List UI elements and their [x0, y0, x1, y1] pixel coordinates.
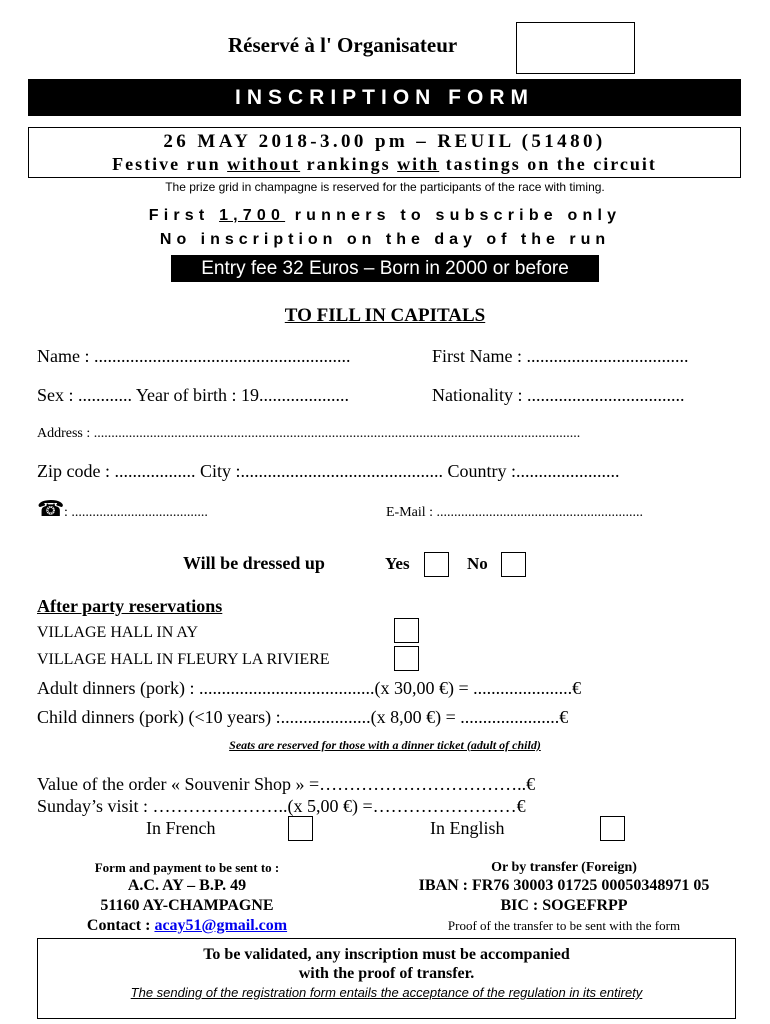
phone-field[interactable]: : ....................................... — [64, 505, 208, 520]
organizer-box — [516, 22, 635, 74]
reserved-title: Réservé à l' Organisateur — [228, 33, 458, 57]
nationality-field[interactable]: Nationality : ................................... — [432, 385, 685, 405]
after-party-title: After party reservations — [37, 596, 223, 616]
child-dinners-field[interactable]: Child dinners (pork) (<10 years) :....................(x 8,00 €) = ......................€ — [37, 707, 569, 727]
prize-note: The prize grid in champagne is reserved for the participants of the race with timing. — [165, 180, 605, 194]
no-label: No — [467, 554, 488, 573]
sex-birth-field[interactable]: Sex : ............ Year of birth : 19.................... — [37, 385, 349, 405]
yes-label: Yes — [385, 554, 410, 573]
festive-text-3: tastings on the circuit — [439, 154, 657, 174]
first-name-field[interactable]: First Name : .................................... — [432, 346, 689, 366]
validation-box — [37, 938, 736, 1019]
hall-fleury-checkbox[interactable] — [394, 646, 419, 671]
english-checkbox[interactable] — [600, 816, 625, 841]
name-field[interactable]: Name : ......................................................... — [37, 346, 351, 366]
entry-fee-banner: Entry fee 32 Euros – Born in 2000 or before — [171, 255, 599, 282]
hall-fleury-label: VILLAGE HALL IN FLEURY LA RIVIERE — [37, 651, 330, 668]
hall-ay-checkbox[interactable] — [394, 618, 419, 643]
event-info-box — [28, 127, 741, 178]
contact-email-link[interactable]: acay51@gmail.com — [154, 917, 288, 934]
first-text-1: First — [148, 207, 220, 224]
festive-text-2: rankings — [300, 154, 398, 174]
first-runners — [0, 207, 770, 225]
validation-line-2: with the proof of transfer. — [298, 965, 475, 982]
postal-address-1: A.C. AY – B.P. 49 — [127, 877, 247, 894]
souvenir-shop-field[interactable]: Value of the order « Souvenir Shop » =……………………………..€ — [37, 774, 536, 794]
form-banner: INSCRIPTION FORM — [28, 79, 741, 116]
no-checkbox[interactable] — [501, 552, 526, 577]
iban: IBAN : FR76 30003 01725 00050348971 05 — [418, 877, 710, 894]
phone-icon: ☎ — [37, 496, 65, 521]
english-label: In English — [430, 818, 505, 838]
contact-label: Contact : — [86, 917, 155, 934]
seats-note: Seats are reserved for those with a dinner ticket (adult of child) — [229, 738, 541, 752]
proof-note: Proof of the transfer to be sent with the form — [447, 918, 681, 933]
address-field[interactable]: Address : ........................................................................................................................................... — [37, 426, 581, 441]
transfer-label: Or by transfer (Foreign) — [491, 860, 637, 875]
postal-address-2: 51160 AY-CHAMPAGNE — [100, 897, 274, 914]
festive-with: with — [397, 154, 440, 174]
dressed-up-label: Will be dressed up — [183, 553, 325, 573]
festive-line — [29, 153, 740, 175]
first-text-2: runners to subscribe only — [285, 207, 622, 224]
festive-without: without — [227, 154, 301, 174]
contact-line — [37, 917, 337, 935]
event-date: 26 MAY 2018-3.00 pm – REUIL (51480) — [163, 131, 606, 152]
festive-text-1: Festive run — [112, 154, 228, 174]
french-label: In French — [146, 818, 216, 838]
fill-capitals-title: TO FILL IN CAPITALS — [284, 305, 486, 326]
no-inscription-note: No inscription on the day of the run — [159, 231, 611, 248]
hall-ay-label: VILLAGE HALL IN AY — [37, 624, 199, 641]
validation-line-1: To be validated, any inscription must be accompanied — [203, 946, 570, 963]
runner-limit: 1,700 — [219, 207, 286, 224]
sunday-visit-field[interactable]: Sunday’s visit : …………………..(x 5,00 €) =……………………€ — [37, 796, 526, 816]
zip-city-country-field[interactable]: Zip code : .................. City :............................................. Country :....................... — [37, 461, 620, 481]
send-to-label: Form and payment to be sent to : — [94, 860, 280, 875]
adult-dinners-field[interactable]: Adult dinners (pork) : .......................................(x 30,00 €) = ......................€ — [37, 678, 582, 698]
email-field[interactable]: E-Mail : ........................................................... — [386, 505, 644, 520]
bic: BIC : SOGEFRPP — [500, 897, 628, 914]
regulation-note: The sending of the registration form entails the acceptance of the regulation in its entirety — [130, 985, 643, 1000]
yes-checkbox[interactable] — [424, 552, 449, 577]
french-checkbox[interactable] — [288, 816, 313, 841]
